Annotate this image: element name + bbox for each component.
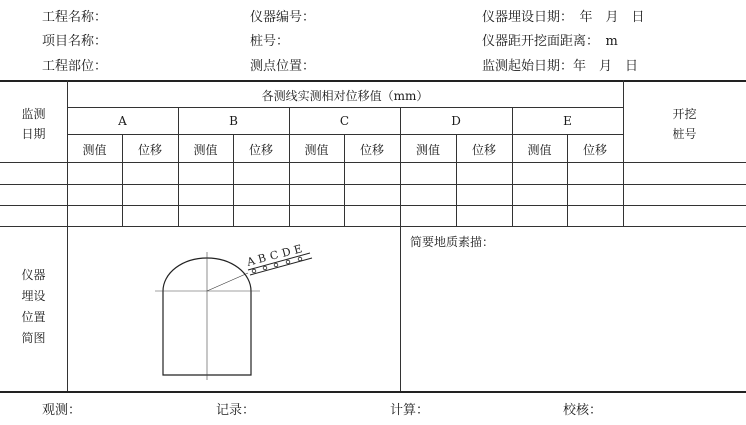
group-header: 各测线实测相对位移值（mm） [261, 89, 429, 103]
anchor-point-a [252, 269, 256, 273]
project-part-label: 工程部位： [42, 59, 108, 74]
distance-label: 仪器距开挖面距离： m [482, 34, 618, 49]
diagram-label-line: 位置 [21, 310, 46, 324]
measured-header: 测值 [527, 143, 552, 157]
displacement-header: 位移 [582, 143, 607, 157]
diagram-label-line: 埋设 [21, 289, 46, 303]
anchor-point-b [263, 266, 267, 270]
observe-label: 观测： [42, 403, 82, 418]
item-name-label: 项目名称： [42, 34, 108, 49]
measured-header: 测值 [304, 143, 329, 157]
displacement-header: 位移 [471, 143, 496, 157]
install-date-label: 仪器埋设日期： 年 月 日 [482, 10, 645, 25]
point-label-d: D [280, 245, 293, 260]
project-name-label: 工程名称： [42, 10, 108, 25]
displacement-header: 位移 [248, 143, 273, 157]
measured-header: 测值 [193, 143, 218, 157]
tunnel-diagram [140, 230, 340, 385]
col-divider-excavation [623, 80, 624, 226]
diagram-label-line: 简图 [21, 331, 46, 345]
point-label-b: B [256, 251, 268, 266]
instrument-number-label: 仪器编号： [250, 10, 316, 25]
pile-number-label: 桩号： [250, 34, 290, 49]
line-e-header: E [563, 114, 572, 128]
anchor-point-d [286, 260, 290, 264]
table-row [0, 226, 746, 227]
table-bottom-border [0, 391, 746, 393]
geology-sketch-label: 简要地质素描： [410, 235, 495, 249]
anchor-point-e [298, 257, 302, 261]
group-header-divider [67, 107, 623, 108]
point-label-c: C [268, 248, 280, 263]
record-label: 记录： [216, 403, 256, 418]
point-label-e: E [292, 242, 304, 257]
measured-header: 测值 [415, 143, 440, 157]
excavation-pile-header: 开挖 桩号 [672, 107, 697, 141]
measured-header: 测值 [82, 143, 107, 157]
line-c-header: C [339, 114, 350, 128]
check-label: 校核： [563, 403, 603, 418]
point-label-a: A [245, 254, 257, 269]
line-a-header: A [118, 114, 127, 128]
calculate-label: 计算： [390, 403, 430, 418]
point-position-label: 测点位置： [250, 59, 316, 74]
diagram-label-line: 仪器 [21, 268, 46, 282]
line-d-header: D [451, 114, 461, 128]
table-row [0, 184, 746, 185]
start-date-label: 监测起始日期：年 月 日 [482, 59, 639, 74]
table-top-border [0, 80, 746, 82]
diagram-section-label [0, 265, 67, 349]
header-bottom-border [0, 162, 746, 163]
measure-line [207, 273, 248, 291]
anchor-point-c [274, 263, 278, 267]
table-row [0, 205, 746, 206]
displacement-header: 位移 [359, 143, 384, 157]
monitor-date-header: 监测 日期 [21, 107, 46, 141]
line-b-header: B [229, 114, 238, 128]
displacement-header: 位移 [137, 143, 162, 157]
line-header-divider [67, 134, 623, 135]
